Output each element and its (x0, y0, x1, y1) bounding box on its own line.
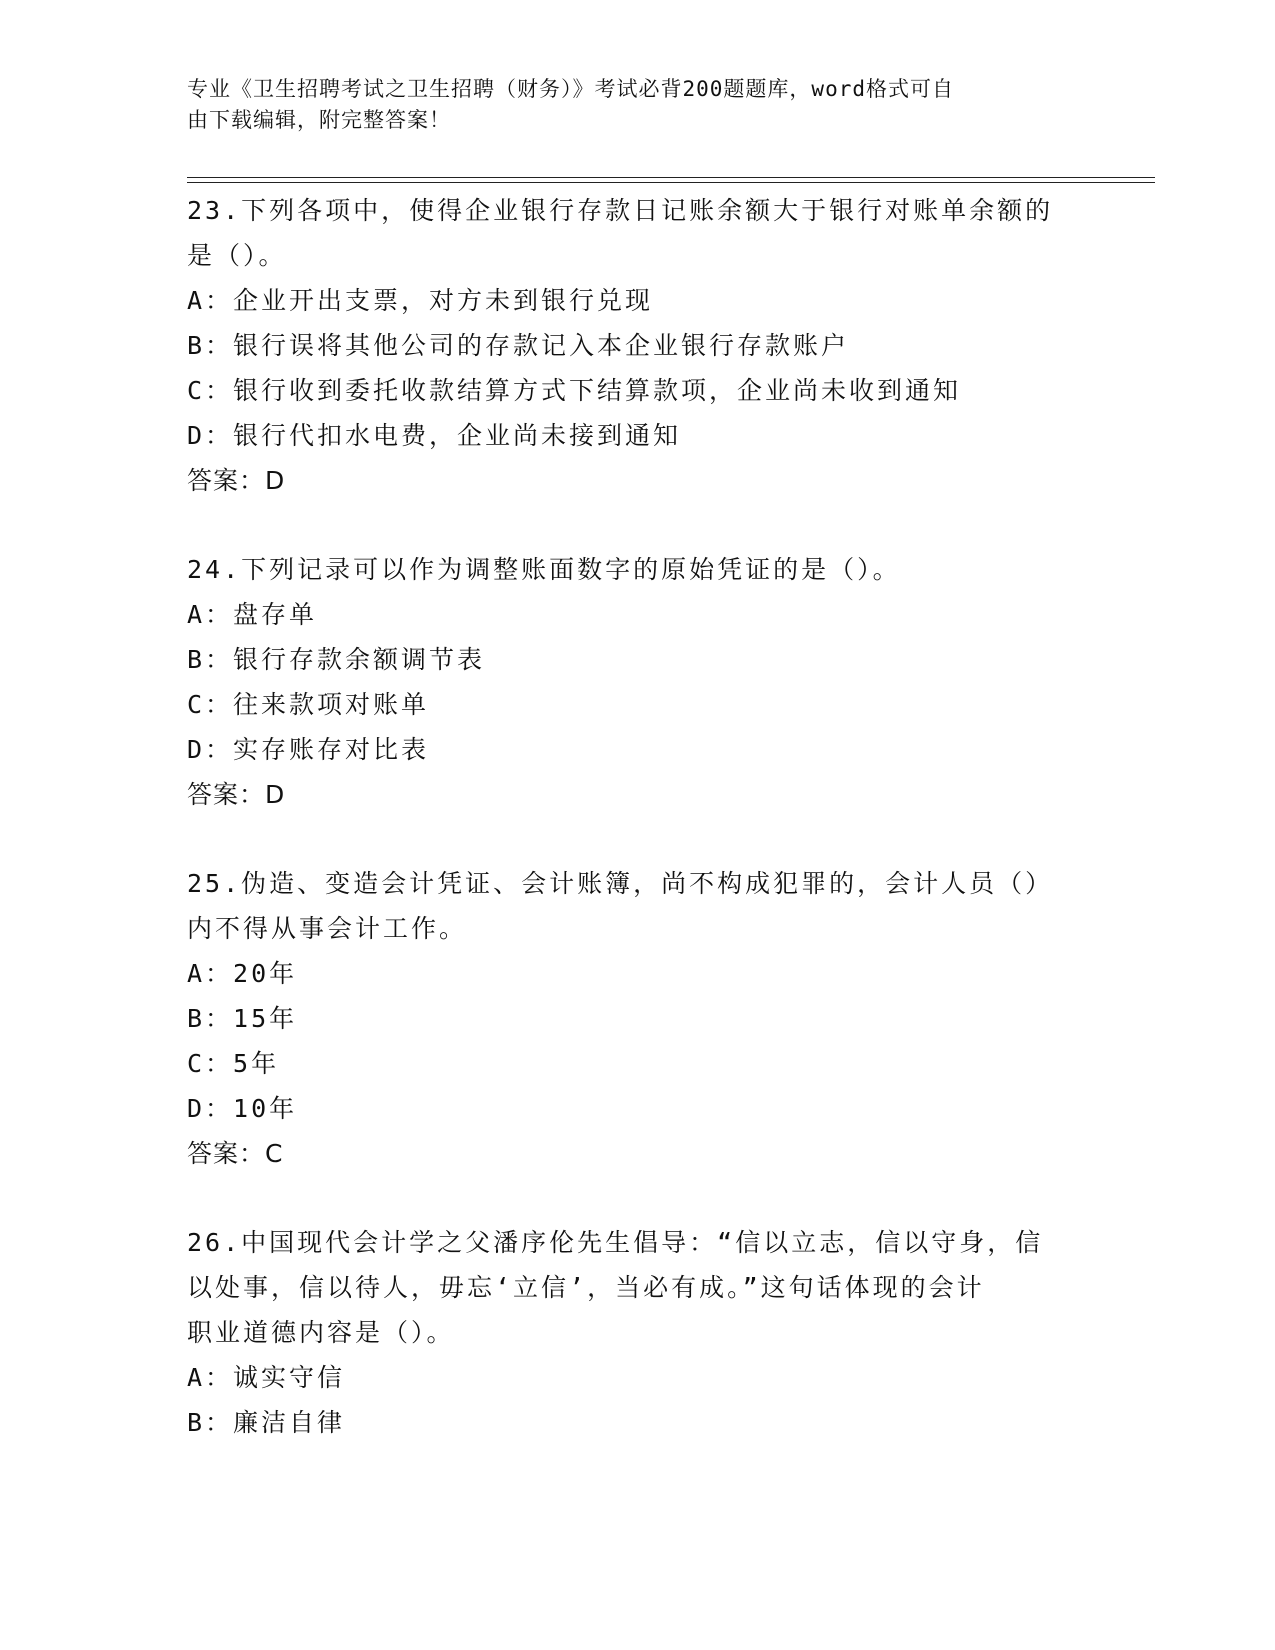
document-header (187, 74, 1067, 136)
question-text-line: 25.伪造、变造会计凭证、会计账簿，尚不构成犯罪的，会计人员（） (187, 869, 1054, 898)
question-stem (187, 861, 1087, 951)
option-a: A：20年 (187, 959, 298, 988)
header-divider (187, 182, 1155, 183)
option-d: D：10年 (187, 1094, 298, 1123)
option-b: B：15年 (187, 1004, 298, 1033)
question-text-line: 23.下列各项中，使得企业银行存款日记账余额大于银行对账单余额的 (187, 196, 1054, 225)
question-stem (187, 547, 1087, 592)
question-item (187, 1220, 1087, 1445)
option-b: B：银行存款余额调节表 (187, 645, 486, 674)
question-text-line: 是（）。 (187, 241, 287, 270)
question-text-line: 内不得从事会计工作。 (187, 914, 468, 943)
answer-line: 答案：D (187, 466, 286, 495)
question-text-line: 26.中国现代会计学之父潘序伦先生倡导：“信以立志，信以守身，信 (187, 1228, 1044, 1257)
header-line-1: 专业《卫生招聘考试之卫生招聘（财务）》考试必背200题题库，word格式可自 (187, 77, 954, 101)
option-a: A：诚实守信 (187, 1363, 346, 1392)
option-c: C：往来款项对账单 (187, 690, 430, 719)
question-stem (187, 1220, 1087, 1355)
option-a: A：盘存单 (187, 600, 318, 629)
question-item (187, 188, 1087, 503)
question-item (187, 547, 1087, 817)
option-d: D：实存账存对比表 (187, 735, 430, 764)
header-divider (187, 177, 1155, 178)
option-b: B：银行误将其他公司的存款记入本企业银行存款账户 (187, 331, 850, 360)
header-line-2: 由下载编辑，附完整答案！ (187, 108, 451, 132)
option-a: A：企业开出支票，对方未到银行兑现 (187, 286, 654, 315)
option-b: B：廉洁自律 (187, 1408, 346, 1437)
question-list (187, 188, 1087, 1489)
question-text-line: 以处事，信以待人，毋忘‘立信’，当必有成。”这句话体现的会计 (187, 1273, 985, 1302)
question-text-line: 24.下列记录可以作为调整账面数字的原始凭证的是（）。 (187, 555, 901, 584)
answer-line: 答案：D (187, 780, 286, 809)
option-c: C：银行收到委托收款结算方式下结算款项，企业尚未收到通知 (187, 376, 962, 405)
question-stem (187, 188, 1087, 278)
option-c: C：5年 (187, 1049, 280, 1078)
question-text-line: 职业道德内容是（）。 (187, 1318, 455, 1347)
answer-line: 答案：C (187, 1139, 284, 1168)
question-item (187, 861, 1087, 1176)
option-d: D：银行代扣水电费，企业尚未接到通知 (187, 421, 682, 450)
